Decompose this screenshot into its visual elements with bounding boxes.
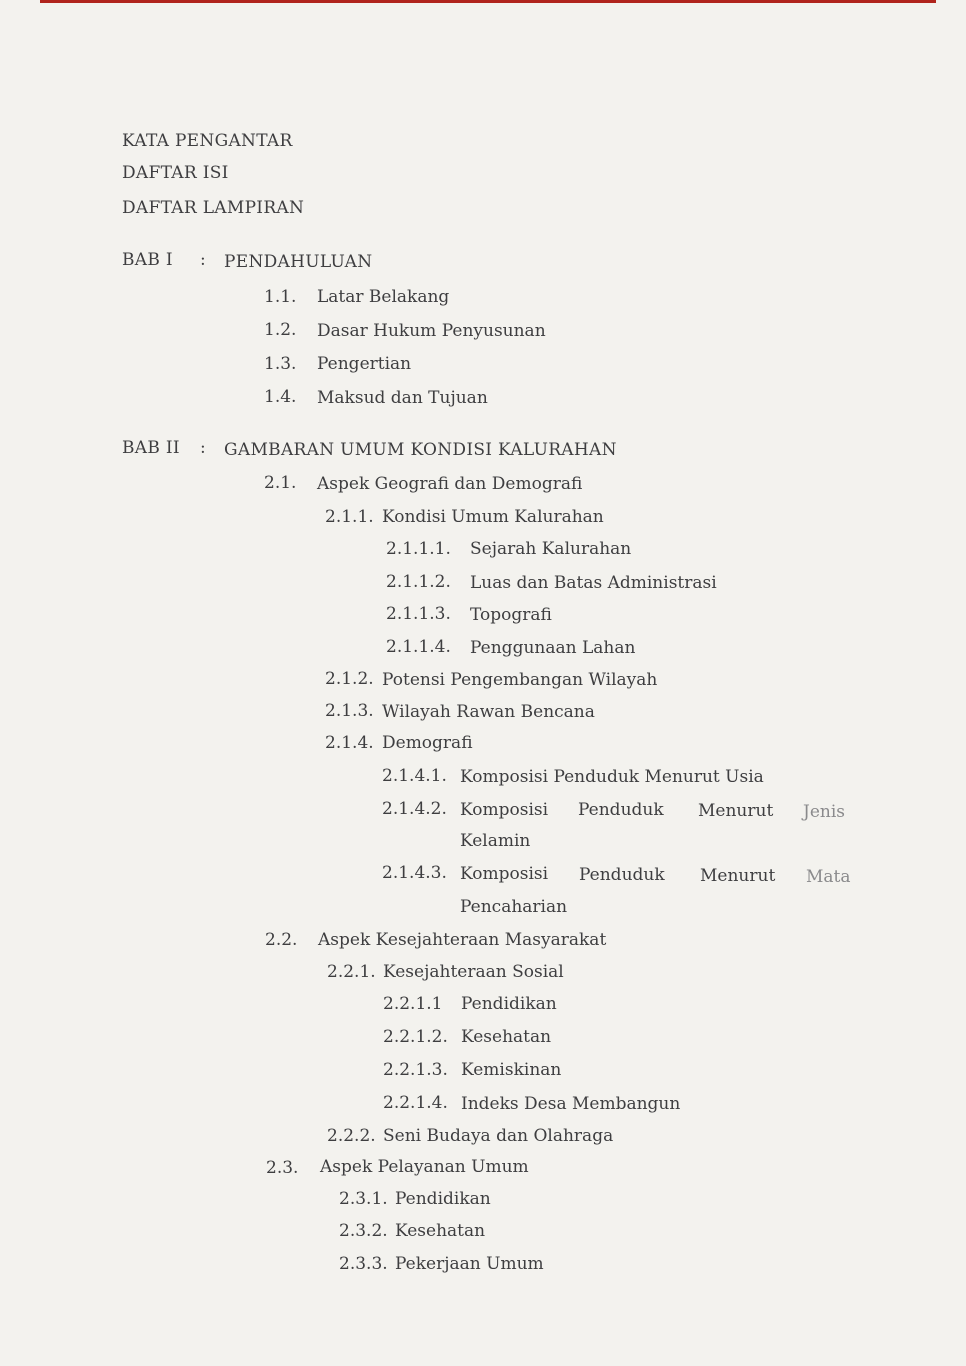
- bab2-label: BAB II: [122, 438, 180, 458]
- bab1-label: BAB I: [122, 250, 173, 270]
- toc-item-number: 2.1.4.2.: [382, 799, 447, 819]
- toc-item-number: 1.3.: [264, 354, 297, 374]
- toc-item-title: Maksud dan Tujuan: [317, 388, 488, 408]
- toc-item-title: Indeks Desa Membangun: [461, 1094, 681, 1114]
- toc-item-title: Latar Belakang: [317, 287, 450, 307]
- page-top-edge: [40, 0, 936, 3]
- toc-item-title: Kesejahteraan Sosial: [383, 962, 564, 982]
- bab2-separator: :: [200, 438, 206, 458]
- toc-item-title: Pekerjaan Umum: [395, 1254, 544, 1274]
- bab2-title: GAMBARAN UMUM KONDISI KALURAHAN: [224, 440, 617, 460]
- toc-item-title: Demografi: [382, 733, 473, 753]
- toc-item-title: Penggunaan Lahan: [470, 638, 636, 658]
- toc-item-number: 2.2.1.1: [383, 994, 443, 1014]
- toc-item-title: Topografi: [470, 605, 552, 625]
- toc-item-title: Sejarah Kalurahan: [470, 539, 632, 559]
- toc-item-number: 2.1.3.: [325, 701, 374, 721]
- toc-item-number: 2.3.: [266, 1158, 299, 1178]
- toc-item-title: Kesehatan: [461, 1027, 552, 1047]
- toc-item-number: 2.2.1.4.: [383, 1093, 448, 1113]
- toc-item-number: 1.4.: [264, 387, 297, 407]
- toc-item-number: 2.1.1.3.: [386, 604, 451, 624]
- toc-item-number: 1.1.: [264, 287, 297, 307]
- toc-item-title: Pendidikan: [395, 1189, 491, 1209]
- toc-item-word: Penduduk: [578, 800, 664, 820]
- toc-item-number: 2.3.1.: [339, 1189, 388, 1209]
- toc-item-word: Menurut: [700, 866, 776, 886]
- toc-item-title: Komposisi Penduduk Menurut Usia: [460, 767, 764, 787]
- toc-item-title: Kondisi Umum Kalurahan: [382, 507, 604, 527]
- toc-item-title: Aspek Pelayanan Umum: [320, 1157, 529, 1177]
- toc-item-number: 2.1.1.4.: [386, 637, 451, 657]
- toc-item-number: 2.1.2.: [325, 669, 374, 689]
- toc-item-title: Wilayah Rawan Bencana: [382, 702, 595, 722]
- toc-item-number: 2.1.4.3.: [382, 863, 447, 883]
- toc-item-word: Penduduk: [579, 865, 665, 885]
- toc-item-number: 2.1.4.1.: [382, 766, 447, 786]
- toc-item-number: 2.1.: [264, 473, 297, 493]
- toc-item-number: 2.2.2.: [327, 1126, 376, 1146]
- toc-item-word: Komposisi: [460, 864, 549, 884]
- toc-item-title: Aspek Geografi dan Demografi: [317, 474, 583, 494]
- daftar-isi: DAFTAR ISI: [122, 163, 229, 183]
- toc-item-word: Mata: [806, 867, 851, 887]
- toc-item-title: Luas dan Batas Administrasi: [470, 573, 717, 593]
- toc-item-continuation: Kelamin: [460, 831, 531, 851]
- toc-item-title: Kesehatan: [395, 1221, 486, 1241]
- toc-item-word: Komposisi: [460, 800, 549, 820]
- toc-item-title: Potensi Pengembangan Wilayah: [382, 670, 658, 690]
- bab1-separator: :: [200, 250, 206, 270]
- bab1-title: PENDAHULUAN: [224, 252, 373, 272]
- daftar-lampiran: DAFTAR LAMPIRAN: [122, 198, 305, 218]
- toc-item-title: Seni Budaya dan Olahraga: [383, 1126, 614, 1146]
- toc-item-number: 2.1.1.: [325, 507, 374, 527]
- toc-item-number: 2.1.1.1.: [386, 539, 451, 559]
- kata-pengantar: KATA PENGANTAR: [122, 131, 293, 151]
- toc-item-number: 2.3.2.: [339, 1221, 388, 1241]
- toc-item-title: Aspek Kesejahteraan Masyarakat: [318, 930, 607, 950]
- toc-item-number: 2.1.4.: [325, 733, 374, 753]
- toc-item-number: 2.1.1.2.: [386, 572, 451, 592]
- toc-item-number: 2.2.1.: [327, 962, 376, 982]
- toc-item-continuation: Pencaharian: [460, 897, 568, 917]
- toc-item-number: 1.2.: [264, 320, 297, 340]
- toc-item-number: 2.2.: [265, 930, 298, 950]
- toc-item-title: Kemiskinan: [461, 1060, 562, 1080]
- toc-item-number: 2.3.3.: [339, 1254, 388, 1274]
- toc-item-word: Menurut: [698, 801, 774, 821]
- toc-item-title: Pendidikan: [461, 994, 557, 1014]
- toc-item-word: Jenis: [803, 802, 845, 822]
- toc-item-title: Pengertian: [317, 354, 412, 374]
- toc-item-number: 2.2.1.3.: [383, 1060, 448, 1080]
- toc-item-title: Dasar Hukum Penyusunan: [317, 321, 546, 341]
- toc-item-number: 2.2.1.2.: [383, 1027, 448, 1047]
